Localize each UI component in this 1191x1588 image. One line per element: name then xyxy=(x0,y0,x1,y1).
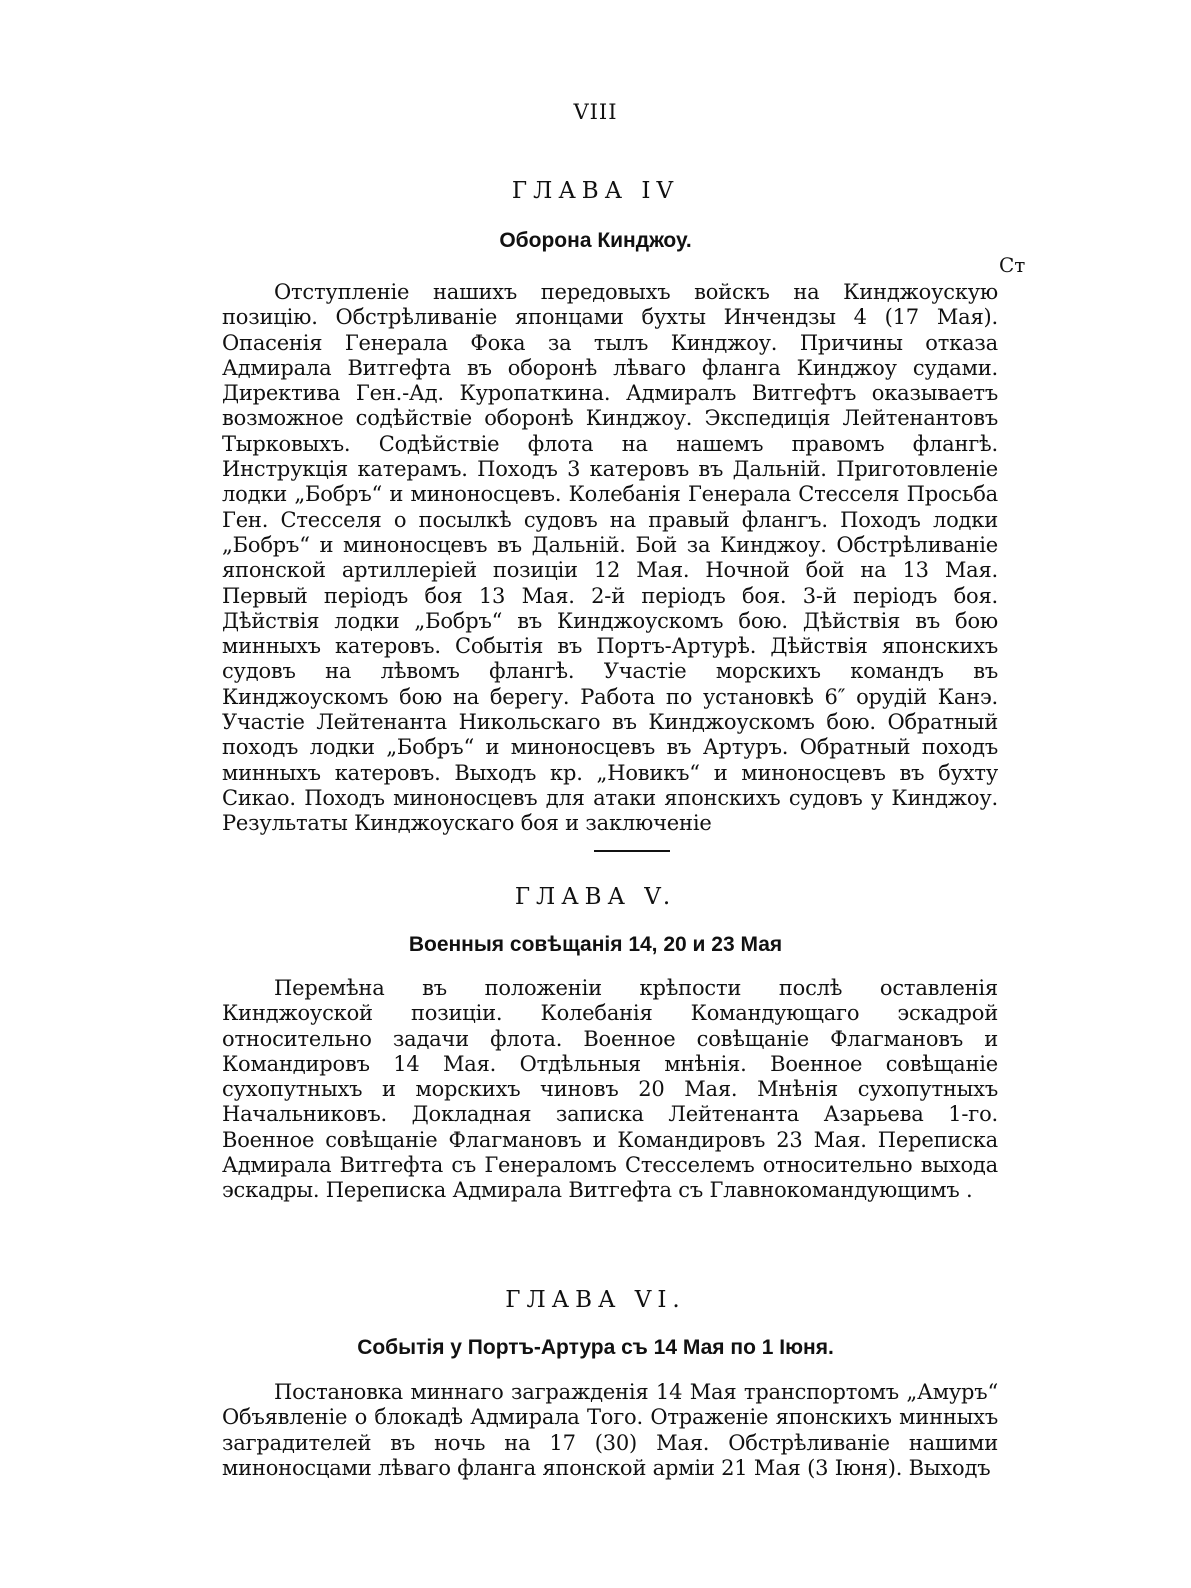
chapter-4-title: Оборона Кинджоу. xyxy=(499,229,692,252)
page-number: VIII xyxy=(573,100,618,124)
chapter-5-summary: Перемѣна въ положеніи крѣпости послѣ оставленія Кинджоуской позиціи. Колебанія Командующаго эскадрой относительно задачи флота. Военное совѣщаніе Флагмановъ и Командировъ 14 Мая. Отдѣльныя мнѣнія. Военное совѣщаніе сухопутныхъ и морскихъ чиновъ 20 Мая. Мнѣнія сухопутныхъ Начальниковъ. Докладная записка Лейтенанта Азарьева 1-го. Военное совѣщаніе Флагмановъ и Командировъ 23 Мая. Переписка Адмирала Витгефта съ Генераломъ Стесселемъ относительно выхода эскадры. Переписка Адмирала Витгефта съ Главнокомандующимъ . xyxy=(222,976,998,1203)
chapter-6-summary: Постановка миннаго загражденія 14 Мая транспортомъ „Амуръ“ Объявленіе о блокадѣ Адмирала Того. Отраженіе японскихъ минныхъ заградителей въ ночь на 17 (30) Мая. Обстрѣливаніе нашими миноносцами лѣваго фланга японской арміи 21 Мая (3 Іюня). Выходъ xyxy=(222,1380,998,1480)
chapter-4-summary: Отступленіе нашихъ передовыхъ войскъ на Кинджоускую позицію. Обстрѣливаніе японцами бухты Инчендзы 4 (17 Мая). Опасенія Генерала Фока за тылъ Кинджоу. Причины отказа Адмирала Витгефта въ оборонѣ лѣваго фланга Кинджоу судами. Директива Ген.-Ад. Куропаткина. Адмиралъ Витгефтъ оказываетъ возможное содѣйствіе оборонѣ Кинджоу. Экспедиція Лейтенантовъ Тырковыхъ. Содѣйствіе флота на нашемъ правомъ флангѣ. Инструкція катерамъ. Походъ 3 катеровъ въ Дальній. Приготовленіе лодки „Бобръ“ и миноносцевъ. Колебанія Генерала Стесселя Просьба Ген. Стесселя о посылкѣ судовъ на правый флангъ. Походъ лодки „Бобръ“ и миноносцевъ въ Дальній. Бой за Кинджоу. Обстрѣливаніе японской артиллеріей позиціи 12 Мая. Ночной бой на 13 Мая. Первый періодъ боя 13 Мая. 2-й періодъ боя. 3-й періодъ боя. Дѣйствія лодки „Бобръ“ въ Кинджоускомъ бою. Дѣйствія въ бою минныхъ катеровъ. Событія въ Портъ-Артурѣ. Дѣйствія японскихъ судовъ на лѣвомъ флангѣ. Участіе морскихъ командъ въ Кинджоускомъ бою на берегу. Работа по установкѣ 6″ орудій Канэ. Участіе Лейтенанта Никольскаго въ Кинджоускомъ бою. Обратный походъ лодки „Бобръ“ и миноносцевъ въ Артуръ. Обратный походъ минныхъ катеровъ. Выходъ кр. „Новикъ“ и миноносцевъ въ бухту Сикао. Походъ миноносцевъ для атаки японскихъ судовъ у Кинджоу. Результаты Кинджоускаго боя и заключеніе xyxy=(222,280,998,836)
chapter-5-heading: ГЛАВА V. xyxy=(514,884,677,910)
chapter-6-heading: ГЛАВА VI. xyxy=(505,1287,686,1313)
chapter-6-title: Событія у Портъ-Артура съ 14 Мая по 1 Іюня. xyxy=(357,1336,834,1359)
chapter-5-title: Военныя совѣщанія 14, 20 и 23 Мая xyxy=(408,933,783,956)
section-divider xyxy=(594,850,670,852)
margin-note: Ст xyxy=(999,253,1026,277)
chapter-4-heading: ГЛАВА IV xyxy=(511,178,680,204)
